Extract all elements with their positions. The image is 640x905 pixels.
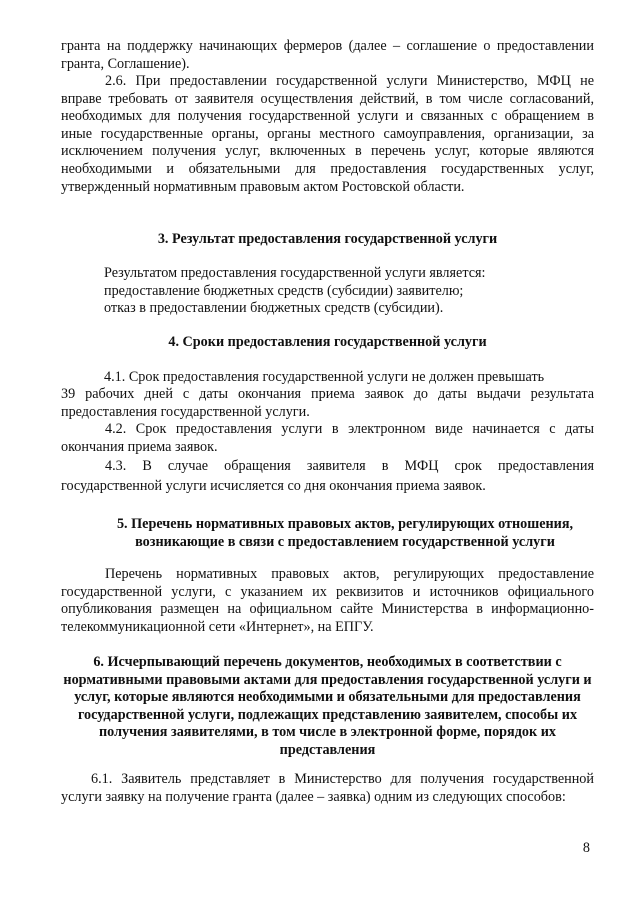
paragraph-6-1: 6.1. Заявитель представляет в Министерство для получения государственной услуги заявку на получение гранта (далее – заявка) одним из следующих способов: bbox=[61, 771, 594, 805]
paragraph-4-1-first-line: 4.1. Срок предоставления государственной услуги не должен превышать bbox=[104, 369, 545, 385]
result-line-2: предоставление бюджетных средств (субсидии) заявителю; bbox=[104, 283, 464, 299]
section-heading-4: 4. Сроки предоставления государственной услуги bbox=[168, 334, 487, 350]
paragraph-intro: гранта на поддержку начинающих фермеров (далее – соглашение о предоставлении гранта, Соглашение). bbox=[61, 38, 594, 72]
page-number: 8 bbox=[582, 840, 590, 856]
section-heading-6: 6. Исчерпывающий перечень документов, необходимых в соответствии с нормативными правовыми актами для предоставления государственной услуги и услуг, которые являются необходимыми и обязательными для предоставления государственной услуги, подлежащих представлению заявителем, способы их получения заявителями, в том числе в электронной форме, порядок их представления bbox=[63, 654, 592, 758]
paragraph-4-2: 4.2. Срок предоставления услуги в электронном виде начинается с даты окончания приема заявок. bbox=[61, 421, 594, 455]
section-heading-3: 3. Результат предоставления государственной услуги bbox=[157, 231, 498, 247]
paragraph-2-6: 2.6. При предоставлении государственной услуги Министерство, МФЦ не вправе требовать от заявителя осуществления действий, в том числе согласований, необходимых для получения государственной услуги и связанных с обращением в иные государственные органы, органы местного самоуправления, организации, за исключением получения услуг, включенных в перечень услуг, которые являются необходимыми и обязательными для предоставления государственных услуг, утвержденный нормативным правовым актом Ростовской области. bbox=[61, 73, 594, 195]
result-line-3: отказ в предоставлении бюджетных средств (субсидии). bbox=[104, 300, 444, 316]
paragraph-4-1-continuation: 39 рабочих дней с даты окончания приема заявок до даты выдачи результата предоставления государственной услуги. bbox=[61, 386, 594, 420]
paragraph-4-3: 4.3. В случае обращения заявителя в МФЦ срок предоставления государственной услуги исчисляется со дня окончания приема заявок. bbox=[61, 458, 594, 494]
result-line-1: Результатом предоставления государственной услуги является: bbox=[104, 265, 486, 281]
paragraph-5: Перечень нормативных правовых актов, регулирующих предоставление государственной услуги, с указанием их реквизитов и источников официального опубликования размещен на официальном сайте Министерства в информационно-телекоммуникационной сети «Интернет», на ЕПГУ. bbox=[61, 566, 594, 635]
section-heading-5: 5. Перечень нормативных правовых актов, регулирующих отношения, возникающие в связи с предоставлением государственной услуги bbox=[116, 516, 574, 550]
